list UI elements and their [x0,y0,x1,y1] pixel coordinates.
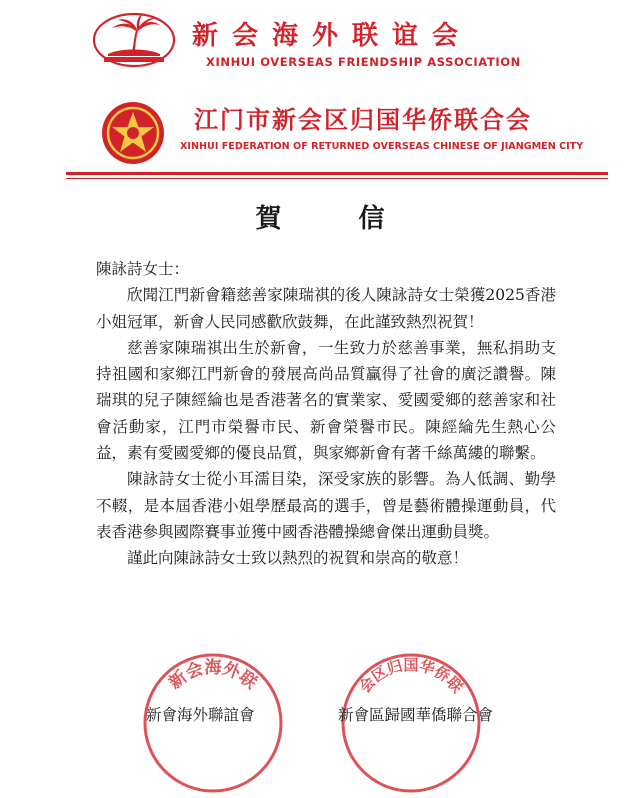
letter-body [96,256,556,572]
org2-name-en: XINHUI FEDERATION OF RETURNED OVERSEAS CHINESE OF JIANGMEN CITY [180,141,584,152]
palm-tree-logo-icon [92,12,176,68]
star-emblem-logo-icon [100,100,166,166]
letterhead-org1 [0,0,640,80]
org1-name-en: XINHUI OVERSEAS FRIENDSHIP ASSOCIATION [206,55,521,69]
letter-title: 賀 信 [255,204,419,234]
svg-text:会区归国华侨联: 会区归国华侨联 [355,656,467,697]
signature-org1: 新會海外聯誼會 [146,706,255,724]
paragraph-1: 欣聞江門新會籍慈善家陳瑞祺的後人陳詠詩女士榮獲2025香港小姐冠軍，新會人民同感歡欣鼓舞，在此謹致熱烈祝賀！ [96,286,556,331]
org1-name-cn: 新会海外联谊会 [192,21,473,51]
svg-text:新会海外联: 新会海外联 [165,658,261,694]
salutation: 陳詠詩女士： [96,260,190,278]
paragraph-3: 陳詠詩女士從小耳濡目染，深受家族的影響。為人低調、勤學不輟，是本屆香港小姐學歷最高的選手，曾是藝術體操運動員，代表香港參與國際賽事並獲中國香港體操總會傑出運動員獎。 [96,470,556,541]
paragraph-4: 謹此向陳詠詩女士致以熱烈的祝賀和崇高的敬意！ [127,549,469,568]
signature-org2: 新會區歸國華僑聯合會 [338,706,494,724]
letterhead-divider-thick [66,172,608,175]
paragraph-2: 慈善家陳瑞祺出生於新會，一生致力於慈善事業，無私捐助支持祖國和家鄉江門新會的發展高尚品質贏得了社會的廣泛讚譽。陳瑞琪的兒子陳經綸也是香港著名的實業家、愛國愛鄉的慈善家和社會活動家，江門市榮譽市民、新會榮譽市民。陳經綸先生熱心公益，素有愛國愛鄉的優良品質，與家鄉新會有著千絲萬縷的聯繫。 [96,338,556,463]
org2-name-cn: 江门市新会区归国华侨联合会 [194,105,532,134]
letterhead-divider-thin [66,178,608,179]
